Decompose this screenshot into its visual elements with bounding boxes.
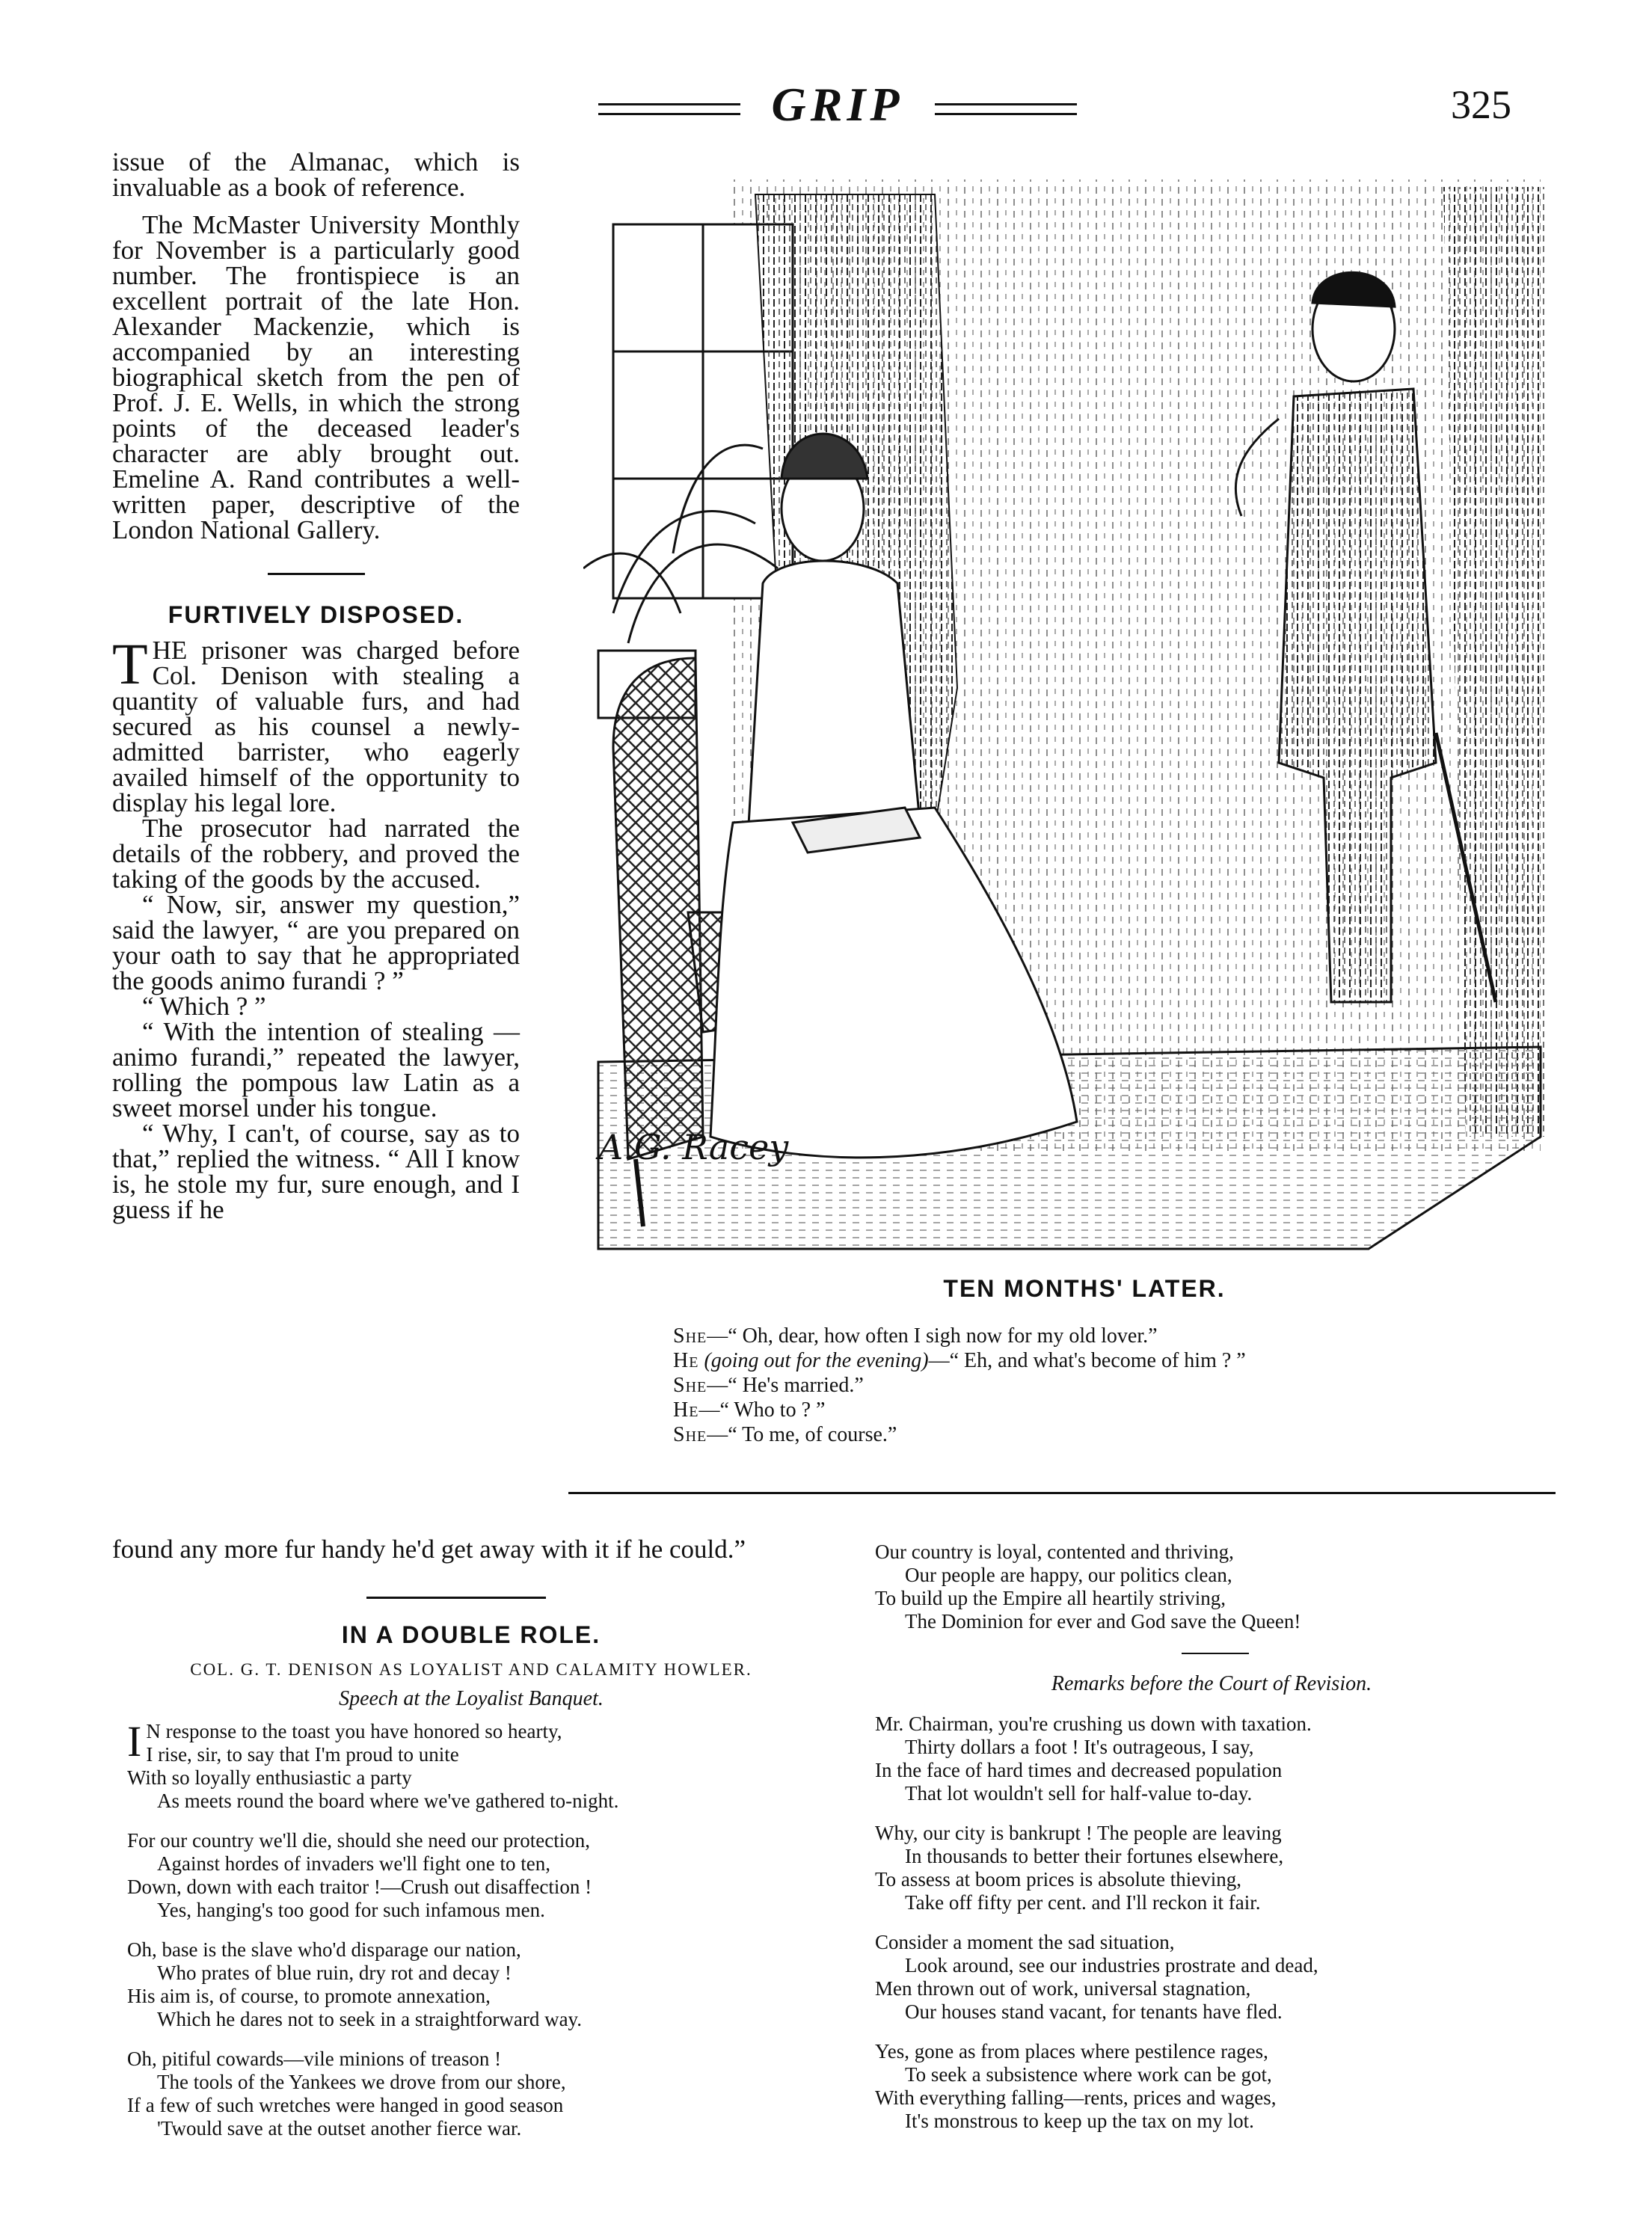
- story-paragraph: The prosecutor had narrated the details of the robbery, and proved the taking of the goods by the accused.: [112, 814, 520, 894]
- poem-stanza: [875, 1713, 1548, 1805]
- dialogue-line: He—“ Who to ? ”: [673, 1398, 826, 1422]
- poem-line: Yes, hanging's too good for such infamous men.: [157, 1899, 545, 1921]
- poem-line: If a few of such wretches were hanged in good season: [127, 2094, 564, 2116]
- left-column: [112, 147, 520, 1224]
- poem-line: Our people are happy, our politics clean,: [905, 1564, 1232, 1586]
- poem-stanza: [127, 2048, 830, 2140]
- poem-line: In the face of hard times and decreased population: [875, 1759, 1283, 1781]
- poem-stanza: [127, 1717, 830, 1813]
- poem-line: Which he dares not to seek in a straightforward way.: [157, 2008, 583, 2030]
- poem-line: His aim is, of course, to promote annexation,: [127, 1985, 491, 2007]
- poem-stanza: [127, 1829, 830, 1922]
- poem-line: Look around, see our industries prostrate and dead,: [905, 1954, 1318, 1976]
- story-title: FURTIVELY DISPOSED.: [168, 601, 464, 628]
- illustration-drawing: [583, 165, 1556, 1256]
- story-paragraph: THE prisoner was charged before Col. Denison with stealing a quantity of valuable furs, and had secured as his counsel a newly-admitted barrister, who eagerly availed himself of the opportunity to display his legal lore.: [112, 631, 520, 817]
- poem-dropcap: I: [127, 1717, 142, 1766]
- poem-line: It's monstrous to keep up the tax on my lot.: [905, 2110, 1254, 2132]
- poem-line: Our houses stand vacant, for tenants have fled.: [905, 2000, 1283, 2023]
- poem-line: Thirty dollars a foot ! It's outrageous, I say,: [905, 1736, 1254, 1758]
- poem-line: As meets round the board where we've gathered to-night.: [157, 1790, 619, 1812]
- poem-stanza: [875, 1931, 1548, 2024]
- poem-line: To seek a subsistence where work can be got,: [905, 2063, 1272, 2086]
- intro-paragraph: issue of the Almanac, which is invaluable as a book of reference.: [112, 147, 520, 202]
- poem-line: Yes, gone as from places where pestilence rages,: [875, 2040, 1268, 2062]
- poem-line: For our country we'll die, should she need our protection,: [127, 1829, 590, 1852]
- illustration: [583, 165, 1556, 1256]
- story-last-line: found any more fur handy he'd get away with it if he could.”: [112, 1535, 746, 1564]
- story-paragraph: “ Which ? ”: [142, 992, 266, 1021]
- poem-line: Consider a moment the sad situation,: [875, 1931, 1175, 1953]
- poem-part2: [875, 1713, 1548, 2149]
- poem-line: Mr. Chairman, you're crushing us down with taxation.: [875, 1713, 1312, 1735]
- section-divider: [1182, 1653, 1249, 1654]
- poem-title: IN A DOUBLE ROLE.: [341, 1621, 601, 1648]
- poem-line: The Dominion for ever and God save the Queen!: [905, 1610, 1301, 1632]
- illustration-caption-title: TEN MONTHS' LATER.: [943, 1275, 1226, 1302]
- section-divider: [366, 1597, 546, 1599]
- artist-signature: A.G. Racey: [598, 1127, 789, 1167]
- poem-line: To assess at boom prices is absolute thieving,: [875, 1868, 1242, 1890]
- poem-line: Down, down with each traitor !—Crush out disaffection !: [127, 1876, 592, 1898]
- intro-paragraph: The McMaster University Monthly for November is a particularly good number. The frontispiece is an excellent portrait of the late Hon. Alexander Mackenzie, which is accompanied by an interesting biographical sketch from the pen of Prof. J. E. Wells, in which the strong points of the deceased leader's character are ably brought out. Emeline A. Rand contributes a well-written paper, descriptive of the London National Gallery.: [112, 210, 520, 544]
- poem-stanza: [875, 2040, 1548, 2133]
- poem-part1-continued: [875, 1541, 1548, 1650]
- page-divider: [568, 1492, 1556, 1494]
- poem-line: Oh, base is the slave who'd disparage our nation,: [127, 1938, 521, 1961]
- page-number: 325: [1451, 82, 1511, 127]
- section-divider: [268, 573, 365, 575]
- poem-stanza: [875, 1541, 1548, 1633]
- poem-part1: [127, 1717, 830, 2157]
- poem-part1-heading: Speech at the Loyalist Banquet.: [339, 1687, 604, 1710]
- masthead-title: GRIP: [771, 78, 904, 131]
- poem-line: Men thrown out of work, universal stagnation,: [875, 1977, 1251, 2000]
- poem-line: With so loyally enthusiastic a party: [127, 1766, 412, 1789]
- masthead: [0, 75, 1652, 135]
- poem-line: N response to the toast you have honored so hearty,: [146, 1720, 562, 1742]
- poem-line: Who prates of blue ruin, dry rot and decay !: [157, 1962, 512, 1984]
- poem-line: Oh, pitiful cowards—vile minions of treason !: [127, 2048, 502, 2070]
- dialogue-line: She—“ Oh, dear, how often I sigh now for my old lover.”: [673, 1324, 1158, 1348]
- poem-stanza: [127, 1938, 830, 2031]
- poem-line: That lot wouldn't sell for half-value to-day.: [905, 1782, 1253, 1804]
- story-paragraph: “ Now, sir, answer my question,” said the lawyer, “ are you prepared on your oath to say that he appropriated the goods animo furandi ? ”: [112, 890, 520, 995]
- poem-line: Take off fifty per cent. and I'll reckon it fair.: [905, 1891, 1261, 1914]
- poem-line: With everything falling—rents, prices and wages,: [875, 2086, 1277, 2109]
- illustration-dialogue: [673, 1324, 1496, 1447]
- poem-line: The tools of the Yankees we drove from our shore,: [157, 2071, 566, 2093]
- poem-line: Why, our city is bankrupt ! The people are leaving: [875, 1822, 1282, 1844]
- masthead-rule-right: [935, 103, 1077, 115]
- poem-subtitle: COL. G. T. DENISON AS LOYALIST AND CALAMITY HOWLER.: [190, 1660, 752, 1679]
- poem-line: In thousands to better their fortunes elsewhere,: [905, 1845, 1284, 1867]
- poem-line: To build up the Empire all heartily striving,: [875, 1587, 1226, 1609]
- poem-line: Against hordes of invaders we'll fight one to ten,: [157, 1852, 550, 1875]
- story-paragraph: “ Why, I can't, of course, say as to that,” replied the witness. “ All I know is, he stole my fur, sure enough, and I guess if he: [112, 1119, 520, 1224]
- story-paragraph: “ With the intention of stealing —animo furandi,” repeated the lawyer, rolling the pompous law Latin as a sweet morsel under his tongue.: [112, 1017, 520, 1122]
- story-dropcap: T: [112, 631, 148, 696]
- poem-part2-heading: Remarks before the Court of Revision.: [1051, 1672, 1372, 1695]
- dialogue-line: She—“ He's married.”: [673, 1374, 864, 1397]
- poem-stanza: [875, 1822, 1548, 1914]
- poem-line: 'Twould save at the outset another fierce war.: [157, 2117, 522, 2140]
- dialogue-line: She—“ To me, of course.”: [673, 1423, 897, 1446]
- poem-line: Our country is loyal, contented and thriving,: [875, 1541, 1234, 1563]
- poem-line: I rise, sir, to say that I'm proud to unite: [146, 1743, 459, 1766]
- dialogue-line: He (going out for the evening)—“ Eh, and what's become of him ? ”: [673, 1349, 1246, 1372]
- masthead-rule-left: [598, 103, 740, 115]
